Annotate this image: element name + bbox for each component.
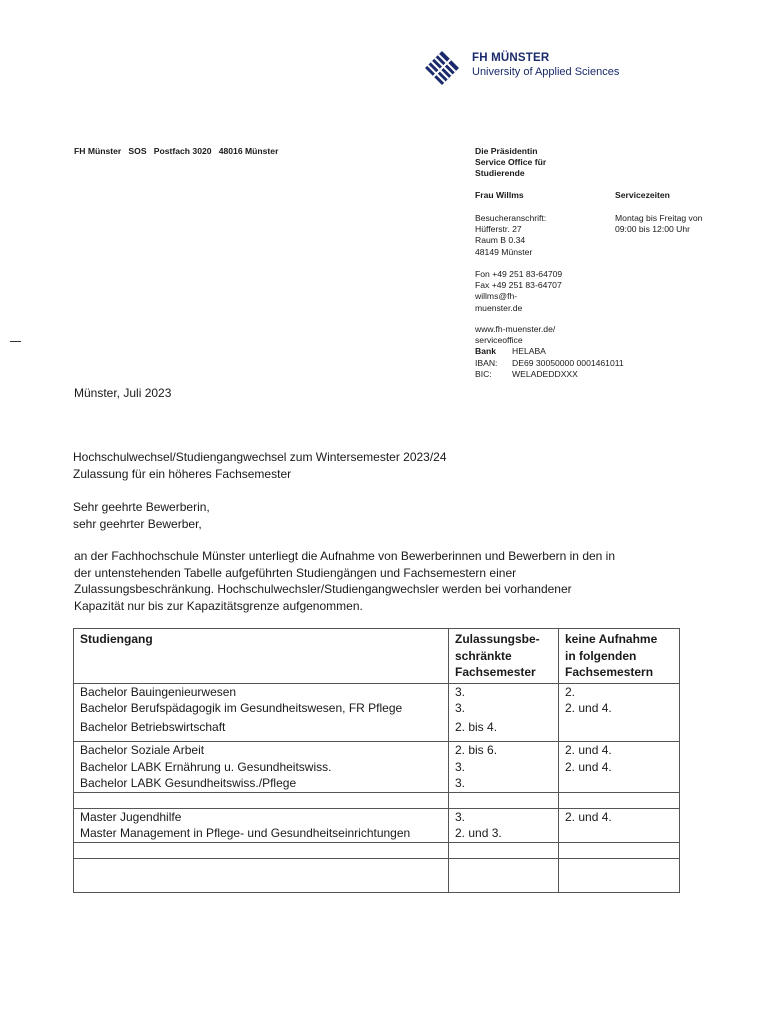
website-link[interactable]: serviceoffice [475,335,523,346]
restricted-value: 3. [455,684,466,699]
letter-paragraph [74,548,714,614]
program-name: Bachelor LABK Ernährung u. Gesundheitswiss. [80,759,332,774]
phone-number: Fon +49 251 83-64709 [475,269,563,279]
office-head-line: Service Office für [475,157,547,168]
address-line: Raum B 0.34 [475,235,526,246]
restricted-value: 3. [455,776,466,790]
program-name: Master Management in Pflege- und Gesundheitseinrichtungen [80,826,411,840]
hours-line: Montag bis Freitag von [615,213,703,223]
program-name: Bachelor Bauingenieurwesen [80,684,237,699]
greeting-line: Sehr geehrte Bewerberin, [73,500,210,514]
hours-line: 09:00 bis 12:00 Uhr [615,224,691,235]
program-cell [74,842,449,858]
program-name: Bachelor Soziale Arbeit [80,743,205,757]
table-row [74,742,680,793]
contact-details [475,269,562,314]
no-admission-value: 2. [565,684,576,699]
logo-name: FH MÜNSTER [472,52,550,64]
no-admission-cell [559,808,680,842]
email-address[interactable]: muenster.de [475,302,523,313]
bank-value: HELABA [512,346,546,357]
subject-line: Hochschulwechsel/Studiengangwechsel zum Wintersemester 2023/24 [73,450,447,464]
program-name: Bachelor LABK Gesundheitswiss./Pflege [80,776,297,790]
paragraph-line: an der Fachhochschule Münster unterliegt die Aufnahme von Bewerberinnen und Bewerbern in den in [74,549,616,563]
program-name: Master Jugendhilfe [80,809,182,824]
subject-line: Zulassung für ein höheres Fachsemester [73,466,292,481]
letter-date: Münster, Juli 2023 [74,386,172,400]
iban-label: IBAN: [475,357,498,368]
greeting-line: sehr geehrter Bewerber, [73,516,202,531]
admission-table [73,628,680,893]
program-name: Bachelor Betriebswirtschaft [80,719,226,734]
bank-row [475,346,624,357]
program-name: Bachelor Berufspädagogik im Gesundheitswesen, FR Pflege [80,701,403,715]
restricted-value: 2. und 3. [455,826,502,840]
bank-label: Bank [475,346,497,357]
letter-greeting [73,499,210,532]
address-line: Besucheranschrift: [475,213,547,223]
restricted-value: 3. [455,809,466,824]
header-line: Fachsemester [455,665,536,679]
address-line: Hüfferstr. 27 [475,224,522,235]
table-row [74,792,680,808]
sender-line: FH Münster SOS Postfach 3020 48016 Münster [74,146,279,156]
no-admission-cell [559,742,680,793]
bic-row [475,369,624,380]
no-admission-value: 2. und 4. [565,759,612,774]
no-admission-value: 2. und 4. [565,809,612,824]
table-row [74,858,680,892]
office-head-line: Die Präsidentin [475,146,538,156]
bic-value: WELADEDDXXX [512,368,578,379]
no-admission-cell [559,842,680,858]
table-row [74,683,680,742]
web-and-bank [475,324,624,380]
header-no-admission [559,629,680,684]
no-admission-value: 2. und 4. [565,743,612,757]
header-restricted [449,629,559,684]
letter-subject [73,449,447,482]
paragraph-line: Zulassungsbeschränkung. Hochschulwechsler/Studiengangwechsler werden bei vorhandener [74,582,572,596]
fold-mark [10,341,21,342]
office-head-line: Studierende [475,168,525,179]
restricted-cell [449,742,559,793]
restricted-cell [449,842,559,858]
iban-row [475,358,624,369]
fh-logo-mark-icon [424,50,460,86]
table-row [74,808,680,842]
paragraph-line: der untenstehenden Tabelle aufgeführten Studiengängen und Fachsemestern einer [74,565,517,580]
contact-name: Frau Willms [475,190,524,200]
header-line: keine Aufnahme [565,632,658,646]
no-admission-cell [559,858,680,892]
program-cell [74,858,449,892]
service-hours-heading: Servicezeiten [615,190,670,200]
restricted-cell [449,792,559,808]
header-line: schränkte [455,648,512,663]
header-program [74,629,449,684]
header-line: Zulassungsbe- [455,632,540,646]
header-line: Fachsemestern [565,665,654,679]
restricted-value: 3. [455,759,466,774]
iban-value: DE69 30050000 0001461011 [512,357,624,368]
fh-logo [424,50,644,86]
header-line: Studiengang [80,632,153,646]
program-cell [74,683,449,742]
logo-subtitle: University of Applied Sciences [472,66,620,78]
program-cell [74,808,449,842]
visitor-address [475,213,546,258]
bic-label: BIC: [475,368,492,379]
fax-number: Fax +49 251 83-64707 [475,280,562,291]
website-link[interactable]: www.fh-muenster.de/ [475,324,556,334]
header-line: in folgenden [565,648,637,663]
no-admission-cell [559,683,680,742]
email-address[interactable]: willms@fh- [475,291,518,302]
program-cell [74,792,449,808]
restricted-cell [449,858,559,892]
paragraph-line: Kapazität nur bis zur Kapazitätsgrenze aufgenommen. [74,598,363,613]
table-row [74,842,680,858]
no-admission-value: 2. und 4. [565,701,612,715]
restricted-cell [449,683,559,742]
no-admission-cell [559,792,680,808]
restricted-cell [449,808,559,842]
office-head [475,146,546,180]
restricted-value: 2. bis 4. [455,719,498,734]
service-hours [615,213,702,235]
restricted-value: 3. [455,701,466,715]
address-line: 48149 Münster [475,246,533,257]
restricted-value: 2. bis 6. [455,743,498,757]
program-cell [74,742,449,793]
table-header-row [74,629,680,684]
